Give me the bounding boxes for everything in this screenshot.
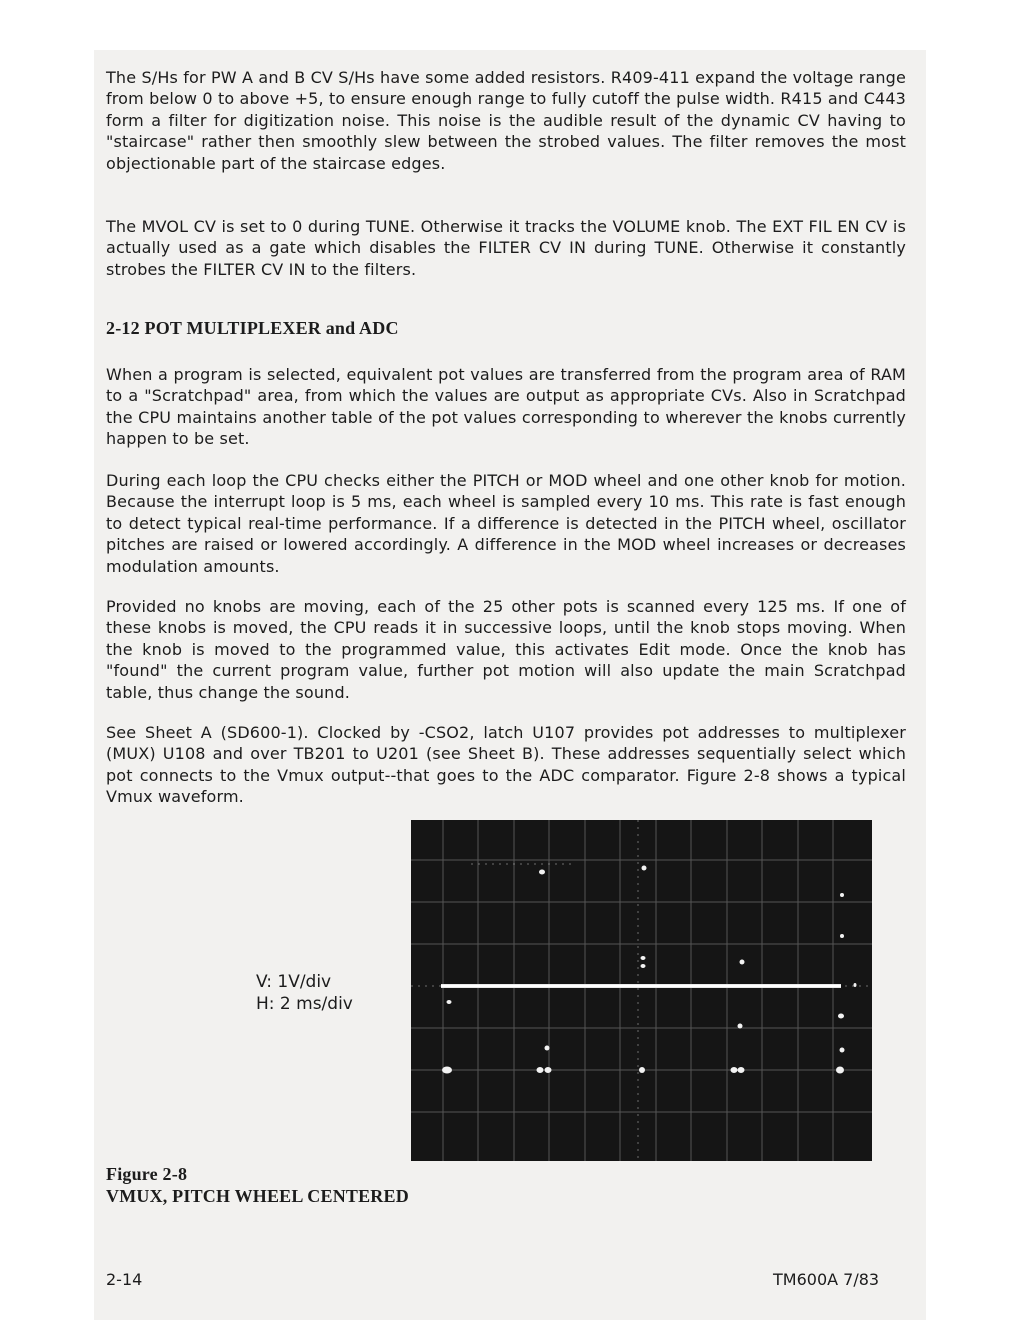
paragraph-program-select: When a program is selected, equivalent pot values are transferred from the program area of RAM to a "Scratchpad" area, from which the values are output as appropriate CVs. Also in Scratchpad the CPU maintains another table of the pot values corresponding to wherever the knobs currently happen to be set. [106,365,906,449]
figure-title: VMUX, PITCH WHEEL CENTERED [106,1186,409,1206]
paragraph-mvol-cv: The MVOL CV is set to 0 during TUNE. Otherwise it tracks the VOLUME knob. The EXT FIL EN CV is actually used as a gate which disables the FILTER CV IN during TUNE. Otherwise it constantly strobes the FILTER CV IN to the filters. [106,217,906,279]
page-number: 2-14 [106,1270,143,1289]
scope-time-label: H: 2 ms/div [256,994,353,1014]
oscilloscope-trace [411,820,872,1161]
paragraph-sheet-a: See Sheet A (SD600-1). Clocked by -CSO2, latch U107 provides pot addresses to multiplexer (MUX) U108 and over TB201 to U201 (see Sheet B). These addresses sequentially select which pot connects to the Vmux output--that goes to the ADC comparator. Figure 2-8 shows a typical Vmux waveform. [106,723,906,807]
scope-volts-label: V: 1V/div [256,972,332,992]
oscilloscope-photo [411,820,872,1161]
paragraph-loop-check: During each loop the CPU checks either the PITCH or MOD wheel and one other knob for motion. Because the interrupt loop is 5 ms, each wheel is sampled every 10 ms. This rate is fast enough to detect typical real-time performance. If a difference is detected in the PITCH wheel, oscillator pitches are raised or lowered accordingly. A difference in the MOD wheel increases or decreases modulation amounts. [106,471,906,576]
figure-number: Figure 2-8 [106,1164,188,1184]
paragraph-pot-scan: Provided no knobs are moving, each of the 25 other pots is scanned every 125 ms. If one of these knobs is moved, the CPU reads it in successive loops, until the knob stops moving. When the knob is moved to the programmed value, this activates Edit mode. Once the knob has "found" the current program value, further pot motion will also update the main Scratchpad table, thus change the sound. [106,597,906,702]
section-heading: 2-12 POT MULTIPLEXER and ADC [106,318,399,338]
paragraph-sh-resistors: The S/Hs for PW A and B CV S/Hs have some added resistors. R409-411 expand the voltage range from below 0 to above +5, to ensure enough range to fully cutoff the pulse width. R415 and C443 form a filter for digitization noise. This noise is the audible result of the dynamic CV having to "staircase" rather then smoothly slew between the strobed values. The filter removes the most objectionable part of the staircase edges. [106,68,906,173]
document-id: TM600A 7/83 [773,1270,880,1289]
